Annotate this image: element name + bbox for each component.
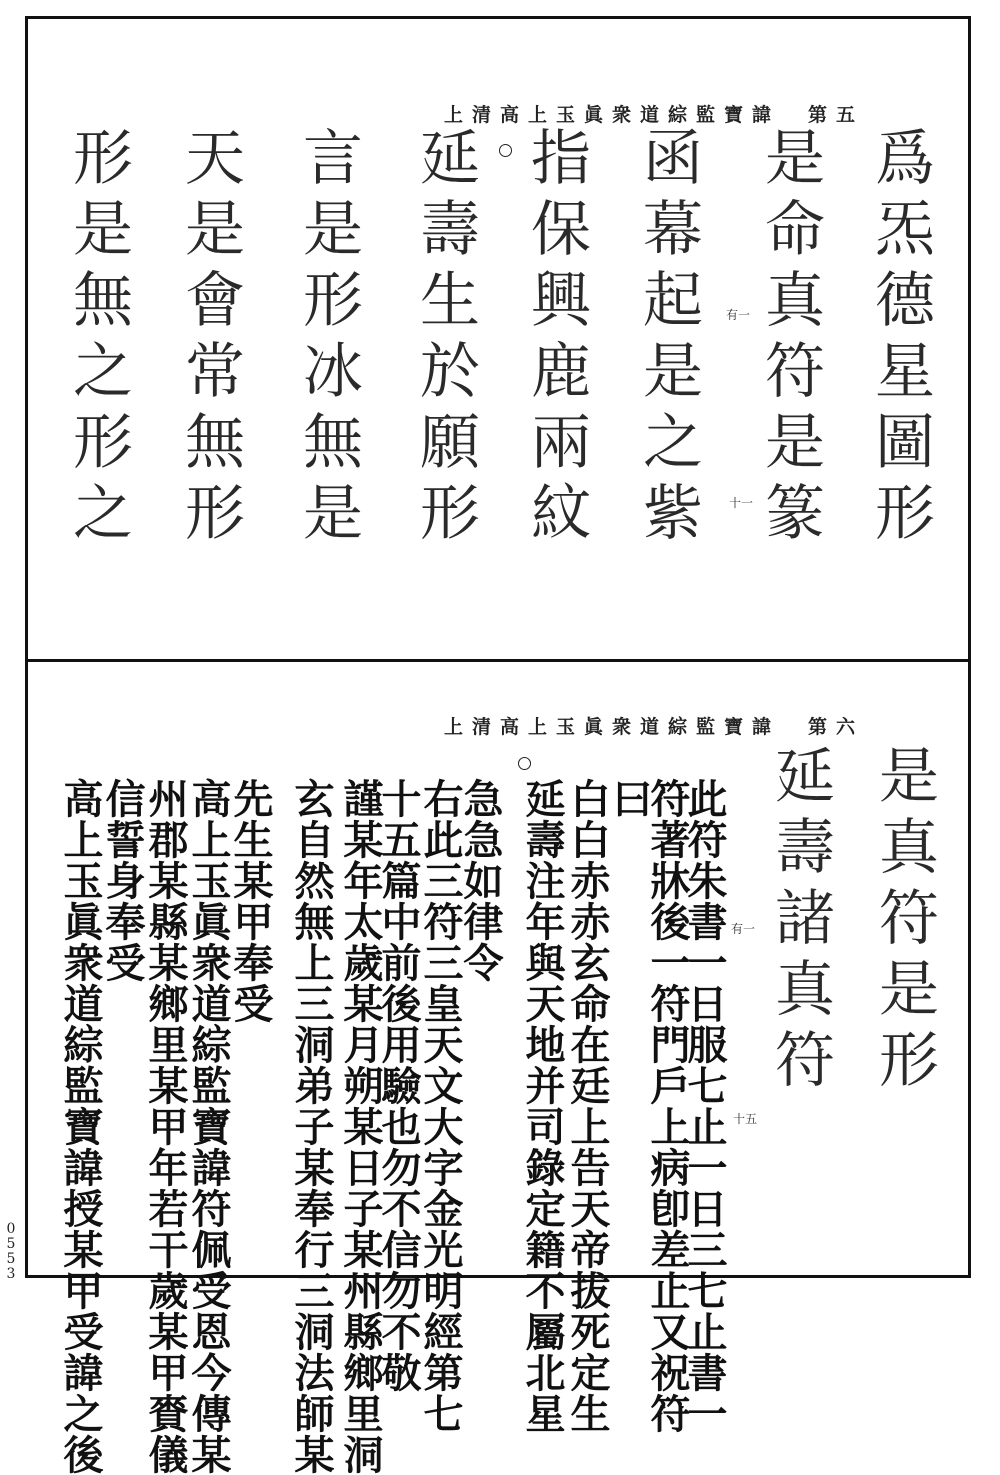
seal-column: 延壽生於願形 <box>410 126 480 552</box>
text-column: 高上玉眞衆道綜監寶諱授某甲受諱之後 <box>57 778 104 1475</box>
seal-column: 天是會常無形 <box>175 126 245 552</box>
margin-note: 十五 <box>733 1112 758 1126</box>
seal-column: 指保興鹿兩紋 <box>521 126 591 552</box>
seal-column: 函幕起是之紫 <box>633 126 703 552</box>
text-column: 信誓身奉受 <box>99 778 146 983</box>
margin-note: 有一 <box>731 922 756 936</box>
text-column: 曰 <box>606 778 653 819</box>
text-column: 高上玉眞衆道綜監寶諱符佩受恩今傳某 <box>185 778 232 1475</box>
text-column: 玄自然無上三洞弟子某奉行三洞法師某 <box>288 778 335 1475</box>
text-column: 謹某年太歲某月朔某日子某州縣鄉里洞 <box>337 778 384 1475</box>
page-number: 0 5 5 3 <box>6 1221 16 1282</box>
seal-column: 爲炁德星圖形 <box>865 126 935 552</box>
text-column: 急急如律令 <box>457 778 504 983</box>
column-marker <box>499 144 512 157</box>
seal-column: 是真符是形 <box>869 744 939 1099</box>
seal-column: 是命真符是篆 <box>755 126 825 552</box>
text-column: 先生某甲奉受 <box>227 778 274 1024</box>
text-column: 右此三符三皇天文大字金光明經第七 <box>417 778 464 1434</box>
seal-column: 形是無之形之 <box>63 126 133 552</box>
top-header: 上清高上玉眞衆道綜監寶諱 第五 <box>444 104 865 126</box>
text-column: 白白赤赤玄命在廷上告天帝拔死定生 <box>564 778 611 1434</box>
text-column: 符著牀後一符門戶上病卽差止又祝符 <box>644 778 691 1434</box>
margin-note: 有一 <box>726 308 751 322</box>
text-column: 十五篇中前後用驗也勿不信勿不敬 <box>375 778 422 1393</box>
panel-divider <box>25 659 971 662</box>
text-column: 延壽注年與天地并司錄定籍不屬北星 <box>519 778 566 1434</box>
seal-column: 言是形冰無是 <box>293 126 363 552</box>
bottom-header: 上清高上玉眞衆道綜監寶諱 第六 <box>444 716 865 738</box>
text-column: 此符朱書一日服七止一日三七止書一 <box>681 778 728 1434</box>
text-column: 州郡某縣某鄉里某甲年若干歲某甲賚儀 <box>142 778 189 1475</box>
column-marker <box>518 757 531 770</box>
margin-note: 十一 <box>729 496 754 510</box>
seal-column: 延壽諸真符 <box>765 744 835 1099</box>
